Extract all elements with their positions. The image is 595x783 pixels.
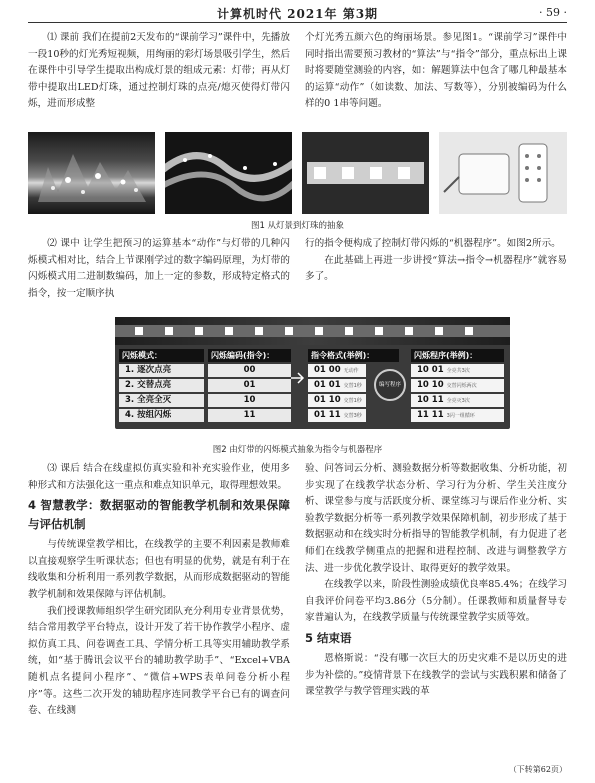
figure-2	[115, 317, 510, 429]
led-strip-photo	[165, 132, 292, 214]
blink-code-cell: 11	[208, 409, 291, 422]
blink-mode-cell: 2. 交替点亮	[119, 379, 204, 392]
program-note: 3闪一组循环	[446, 413, 475, 419]
paragraph-pre-class: ⑴ 课前 我们在提前2天发布的“课前学习”课件中，先播放一段10秒的灯光秀短视频，用绚丽的彩灯场景吸引学生，然后在课件中引导学生提取出构成灯景的组成元素：灯带；再从灯带中提取出LED灯珠，通过控制灯珠的点亮/熄灭使得灯带闪烁，进而形成整	[28, 32, 290, 110]
paragraph-data-analysis: 验、问答词云分析、测验数据分析等数据收集、分析功能，初步实现了在线教学状态分析、学习行为分析、学生关注度分析、课堂参与度与活跃度分析、课堂练习与课后作业分析、实验教学数据分析等一系列教学效果保障机制，初步形成了基于数据驱动和在线实时分析指导的智能教学机制，有力促进了老师们在线教学侧重点的把握和进程控制、改进与调整教学方法、进一步优化教学设计、取得更好的教学效果。	[305, 463, 567, 574]
paragraph-pre-class-cont: 个灯光秀五颜六色的绚丽场景。参见图1。“课前学习”课件中同时指出需要预习教材的“算法”与“指令”部分，重点标出上课时将要随堂测验的内容，如：解题算法中包含了哪几种最基本的运算“动作”（如读数、加法、写数等），分别被编码为什么样的0 1串等问题。	[305, 32, 567, 110]
led-strip-graphic	[165, 132, 292, 214]
paragraph-results: 在线教学以来，阶段性测验成绩优良率85.4%；在线学习自我评价问卷平均3.86分（5分制）。任课教师和质量督导专家普遍认为，在线教学质量与传统课堂教学实质等效。	[305, 579, 567, 624]
blink-mode-cell: 4. 按组闪烁	[119, 409, 204, 422]
blink-program-cell	[411, 379, 504, 392]
instruction-note: 无动作	[343, 368, 359, 374]
figure-1	[28, 132, 567, 214]
blink-program-cell	[411, 409, 504, 422]
program-code: 10 10	[417, 380, 444, 390]
instruction-code: 01 01	[314, 380, 341, 390]
blink-mode-cell: 3. 全亮全灭	[119, 394, 204, 407]
figure-1-caption: 图1 从灯景到灯珠的抽象	[250, 221, 345, 231]
instruction-format-cell	[308, 394, 366, 407]
left-column-top	[28, 30, 290, 113]
blink-code-header: 闪烁编码(指令)：	[208, 349, 291, 362]
led-beads-graphic	[302, 132, 429, 214]
right-column-bottom	[305, 461, 567, 701]
instruction-note: 交替1秒	[343, 398, 362, 404]
blink-code-cell: 00	[208, 364, 291, 377]
instruction-note: 交替1秒	[343, 383, 362, 389]
instruction-code: 01 10	[314, 395, 341, 405]
led-strip-banner-graphic	[115, 317, 510, 345]
paragraph-in-class-cont: 行的指令便构成了控制灯带闪烁的“机器程序”。如图2所示。	[305, 238, 561, 249]
blink-mode-header: 闪烁模式：	[119, 349, 204, 362]
light-show-photo	[28, 132, 155, 214]
blink-code-cell: 01	[208, 379, 291, 392]
figure-2-caption: 图2 由灯带的闪烁模式抽象为指令与机器程序	[212, 445, 383, 455]
controller-graphic	[439, 132, 567, 214]
instruction-format-cell	[308, 409, 366, 422]
light-show-graphic	[28, 132, 155, 214]
blink-code-cell: 10	[208, 394, 291, 407]
instruction-note: 交替3秒	[343, 413, 362, 419]
led-strip-banner	[115, 317, 510, 345]
page-number: · 59 ·	[539, 6, 567, 19]
right-column-mid	[305, 236, 567, 286]
section-heading-5: 5 结束语	[305, 630, 352, 645]
instruction-code: 01 00	[314, 365, 341, 375]
paragraph-conclusion: 恩格斯说：“没有哪一次巨大的历史灾难不是以历史的进步为补偿的。”疫情背景下在线教学的尝试与实践积累和储备了课堂教学与教学管理实践的革	[305, 652, 567, 698]
paragraph-in-class: ⑵ 课中 让学生把预习的运算基本“动作”与灯带的几种闪烁模式相对比，结合上节课刚学过的数字编码原理，为灯带的闪烁模式用二进制数编码，加上一定的参数，形成特定格式的指令，按一定顺序执	[28, 238, 290, 299]
program-code: 10 01	[417, 365, 444, 375]
blink-mode-cell: 1. 逐次点亮	[119, 364, 204, 377]
blink-program-cell	[411, 364, 504, 377]
compile-program-label: 编写程序	[378, 382, 401, 388]
arrow-right-icon	[291, 368, 307, 388]
instruction-format-header: 指令格式(举例)：	[308, 349, 399, 362]
section-heading-4: 4 智慧教学：数据驱动的智能教学机制和效果保障与评估机制	[28, 498, 290, 532]
paragraph-online-advantage: 与传统课堂教学相比，在线教学的主要不利因素是教师难以直接观察学生听课状态；但也有明显的优势，就是有利于在线收集和分析利用一系列教学数据，从而形成数据驱动的智能教学机制和效果保障与评估机制。	[28, 539, 290, 600]
instruction-code: 01 11	[314, 410, 341, 420]
left-column-mid	[28, 236, 290, 302]
instruction-format-cell	[308, 379, 366, 392]
page-header	[28, 0, 567, 23]
program-note: 全亮灭3次	[446, 398, 470, 404]
program-note: 全亮共3次	[446, 368, 470, 374]
paragraph-post-class: ⑶ 课后 结合在线虚拟仿真实验和补充实验作业，使用多种形式和方法强化这一重点和难点知识单元，取得理想效果。	[28, 463, 290, 491]
right-column-top	[305, 30, 567, 113]
instruction-format-cell	[308, 364, 366, 377]
left-column-bottom	[28, 461, 290, 720]
journal-title: 计算机时代 2021年 第3期	[216, 7, 379, 21]
led-beads-photo	[302, 132, 429, 214]
program-code: 11 11	[417, 410, 444, 420]
compile-program-badge	[374, 369, 406, 401]
blink-program-cell	[411, 394, 504, 407]
program-code: 10 11	[417, 395, 444, 405]
controller-photo	[439, 132, 567, 214]
paragraph-algorithm: 在此基础上再进一步讲授“算法→指令→机器程序”就容易多了。	[305, 254, 567, 283]
continued-note: （下转第62页）	[508, 765, 567, 774]
program-note: 交替闪烁两次	[446, 383, 477, 389]
blink-program-header: 闪烁程序(举例)：	[411, 349, 504, 362]
paragraph-tools: 我们授课教师组织学生研究团队充分利用专业背景优势，结合常用教学平台特点，设计开发了若干协作教学小程序、虚拟仿真工具、问卷调查工具、学情分析工具等实用辅助教学系统，如“基于腾讯会议平台的辅助教学助手”、“Excel+VBA随机点名提问小程序”、“微信+WPS表单问卷分析小程序”等。这些二次开发的辅助程序连同教学平台已有的调查问卷、在线测	[28, 605, 290, 717]
